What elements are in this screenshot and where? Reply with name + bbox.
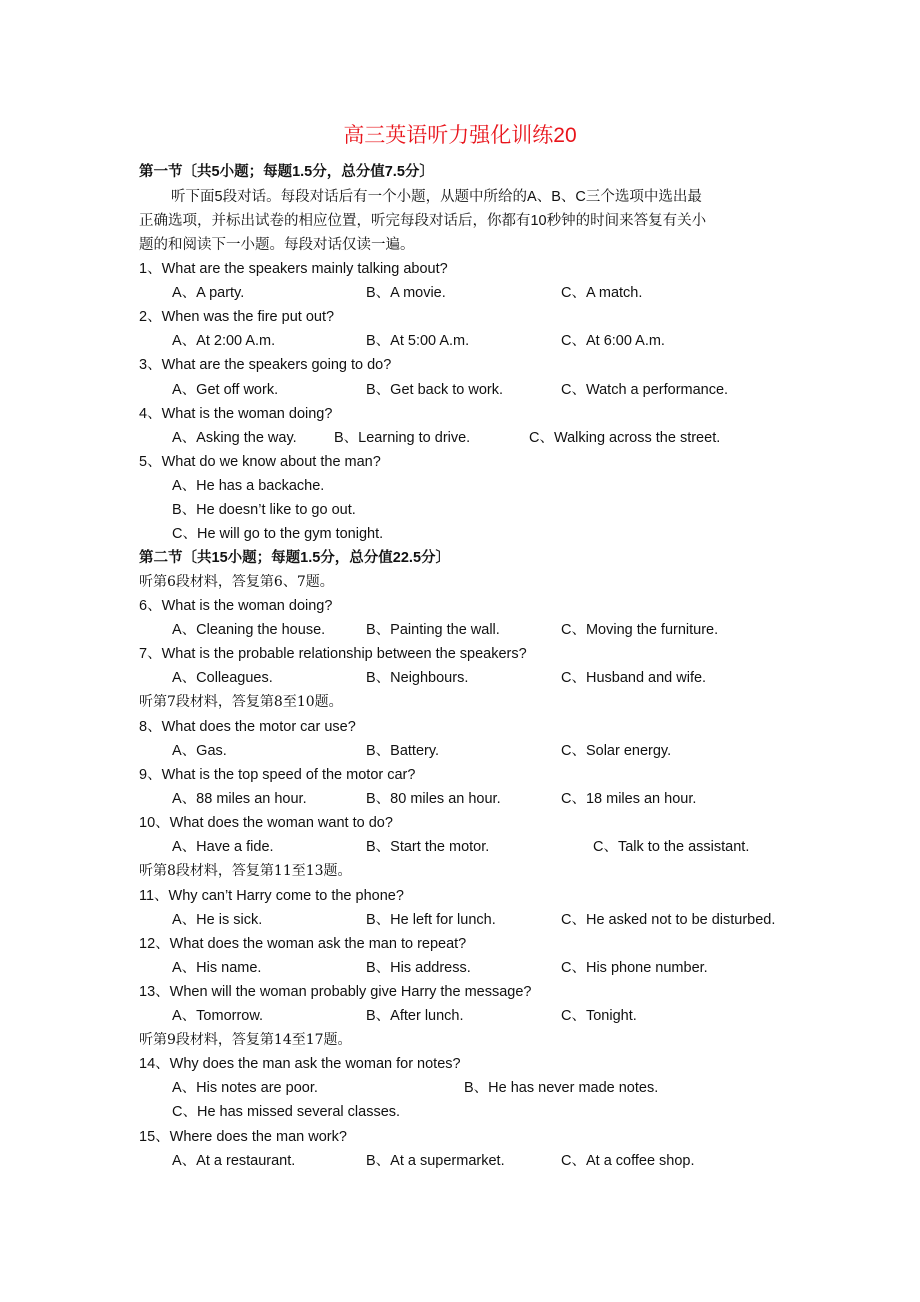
- question-5-option-c: C、He will go to the gym tonight.: [172, 526, 384, 542]
- question-6-option-c: C、Moving the furniture.: [561, 622, 719, 638]
- question-10: 10、What does the woman want to do?: [139, 815, 393, 831]
- question-3-option-c: C、Watch a performance.: [561, 382, 729, 398]
- question-2-option-b: B、At 5:00 A.m.: [366, 333, 470, 349]
- section-1-heading: 第一节〔共5小题；每题1.5分，总分值7.5分〕: [139, 164, 434, 180]
- question-9-option-c: C、18 miles an hour.: [561, 791, 697, 807]
- question-4-option-b: B、Learning to drive.: [334, 430, 471, 446]
- question-11-option-a: A、He is sick.: [172, 912, 263, 928]
- question-7-option-a: A、Colleagues.: [172, 670, 273, 686]
- question-12-option-b: B、His address.: [366, 960, 471, 976]
- question-15-option-c: C、At a coffee shop.: [561, 1153, 695, 1169]
- section-2-note-3: 听第8段材料，答复第11至13题。: [139, 863, 352, 879]
- question-8-option-a: A、Gas.: [172, 743, 227, 759]
- question-11-option-c: C、He asked not to be disturbed.: [561, 912, 776, 928]
- question-1: 1、What are the speakers mainly talking about?: [139, 261, 448, 277]
- question-8-option-c: C、Solar energy.: [561, 743, 672, 759]
- section-2-note-4: 听第9段材料，答复第14至17题。: [139, 1032, 352, 1048]
- question-6: 6、What is the woman doing?: [139, 598, 333, 614]
- question-12-option-c: C、His phone number.: [561, 960, 708, 976]
- question-9-option-b: B、80 miles an hour.: [366, 791, 501, 807]
- question-4-option-c: C、Walking across the street.: [529, 430, 721, 446]
- question-9: 9、What is the top speed of the motor car?: [139, 767, 416, 783]
- question-6-option-b: B、Painting the wall.: [366, 622, 500, 638]
- question-7: 7、What is the probable relationship between the speakers?: [139, 646, 527, 662]
- question-1-option-b: B、A movie.: [366, 285, 446, 301]
- question-9-option-a: A、88 miles an hour.: [172, 791, 307, 807]
- page-title: 高三英语听力强化训练20: [343, 124, 577, 147]
- question-5: 5、What do we know about the man?: [139, 454, 381, 470]
- question-11-option-b: B、He left for lunch.: [366, 912, 496, 928]
- question-3-option-a: A、Get off work.: [172, 382, 279, 398]
- question-1-option-a: A、A party.: [172, 285, 245, 301]
- question-14: 14、Why does the man ask the woman for notes?: [139, 1056, 461, 1072]
- question-13-option-b: B、After lunch.: [366, 1008, 464, 1024]
- question-6-option-a: A、Cleaning the house.: [172, 622, 326, 638]
- section-2-note-2: 听第7段材料，答复第8至10题。: [139, 694, 343, 710]
- question-8: 8、What does the motor car use?: [139, 719, 356, 735]
- question-2-option-a: A、At 2:00 A.m.: [172, 333, 276, 349]
- section-1-intro-line-3: 题的和阅读下一小题。每段对话仅读一遍。: [139, 237, 415, 253]
- question-7-option-b: B、Neighbours.: [366, 670, 469, 686]
- question-7-option-c: C、Husband and wife.: [561, 670, 707, 686]
- question-8-option-b: B、Battery.: [366, 743, 440, 759]
- section-1-intro-line-1: 听下面5段对话。每段对话后有一个小题，从题中所给的A、B、C三个选项中选出最: [171, 189, 702, 205]
- question-2-option-c: C、At 6:00 A.m.: [561, 333, 665, 349]
- question-13: 13、When will the woman probably give Harry the message?: [139, 984, 532, 1000]
- question-10-option-a: A、Have a fide.: [172, 839, 274, 855]
- question-2: 2、When was the fire put out?: [139, 309, 335, 325]
- question-12: 12、What does the woman ask the man to repeat?: [139, 936, 467, 952]
- question-15-option-a: A、At a restaurant.: [172, 1153, 296, 1169]
- question-14-option-b: B、He has never made notes.: [464, 1080, 659, 1096]
- question-10-option-b: B、Start the motor.: [366, 839, 490, 855]
- question-11: 11、Why can’t Harry come to the phone?: [139, 888, 404, 904]
- question-10-option-c: C、Talk to the assistant.: [593, 839, 750, 855]
- section-1-intro-line-2: 正确选项，并标出试卷的相应位置，听完每段对话后，你都有10秒钟的时间来答复有关小: [139, 213, 707, 229]
- section-2-note-1: 听第6段材料，答复第6、7题。: [139, 574, 334, 590]
- question-14-option-c: C、He has missed several classes.: [172, 1104, 401, 1120]
- question-3: 3、What are the speakers going to do?: [139, 357, 392, 373]
- question-13-option-c: C、Tonight.: [561, 1008, 637, 1024]
- section-2-heading: 第二节〔共15小题；每题1.5分，总分值22.5分〕: [139, 550, 451, 566]
- question-3-option-b: B、Get back to work.: [366, 382, 503, 398]
- question-5-option-b: B、He doesn’t like to go out.: [172, 502, 356, 518]
- question-4-option-a: A、Asking the way.: [172, 430, 297, 446]
- question-14-option-a: A、His notes are poor.: [172, 1080, 318, 1096]
- question-5-option-a: A、He has a backache.: [172, 478, 325, 494]
- question-13-option-a: A、Tomorrow.: [172, 1008, 264, 1024]
- question-15: 15、Where does the man work?: [139, 1129, 347, 1145]
- question-4: 4、What is the woman doing?: [139, 406, 333, 422]
- question-15-option-b: B、At a supermarket.: [366, 1153, 505, 1169]
- question-1-option-c: C、A match.: [561, 285, 643, 301]
- question-12-option-a: A、His name.: [172, 960, 262, 976]
